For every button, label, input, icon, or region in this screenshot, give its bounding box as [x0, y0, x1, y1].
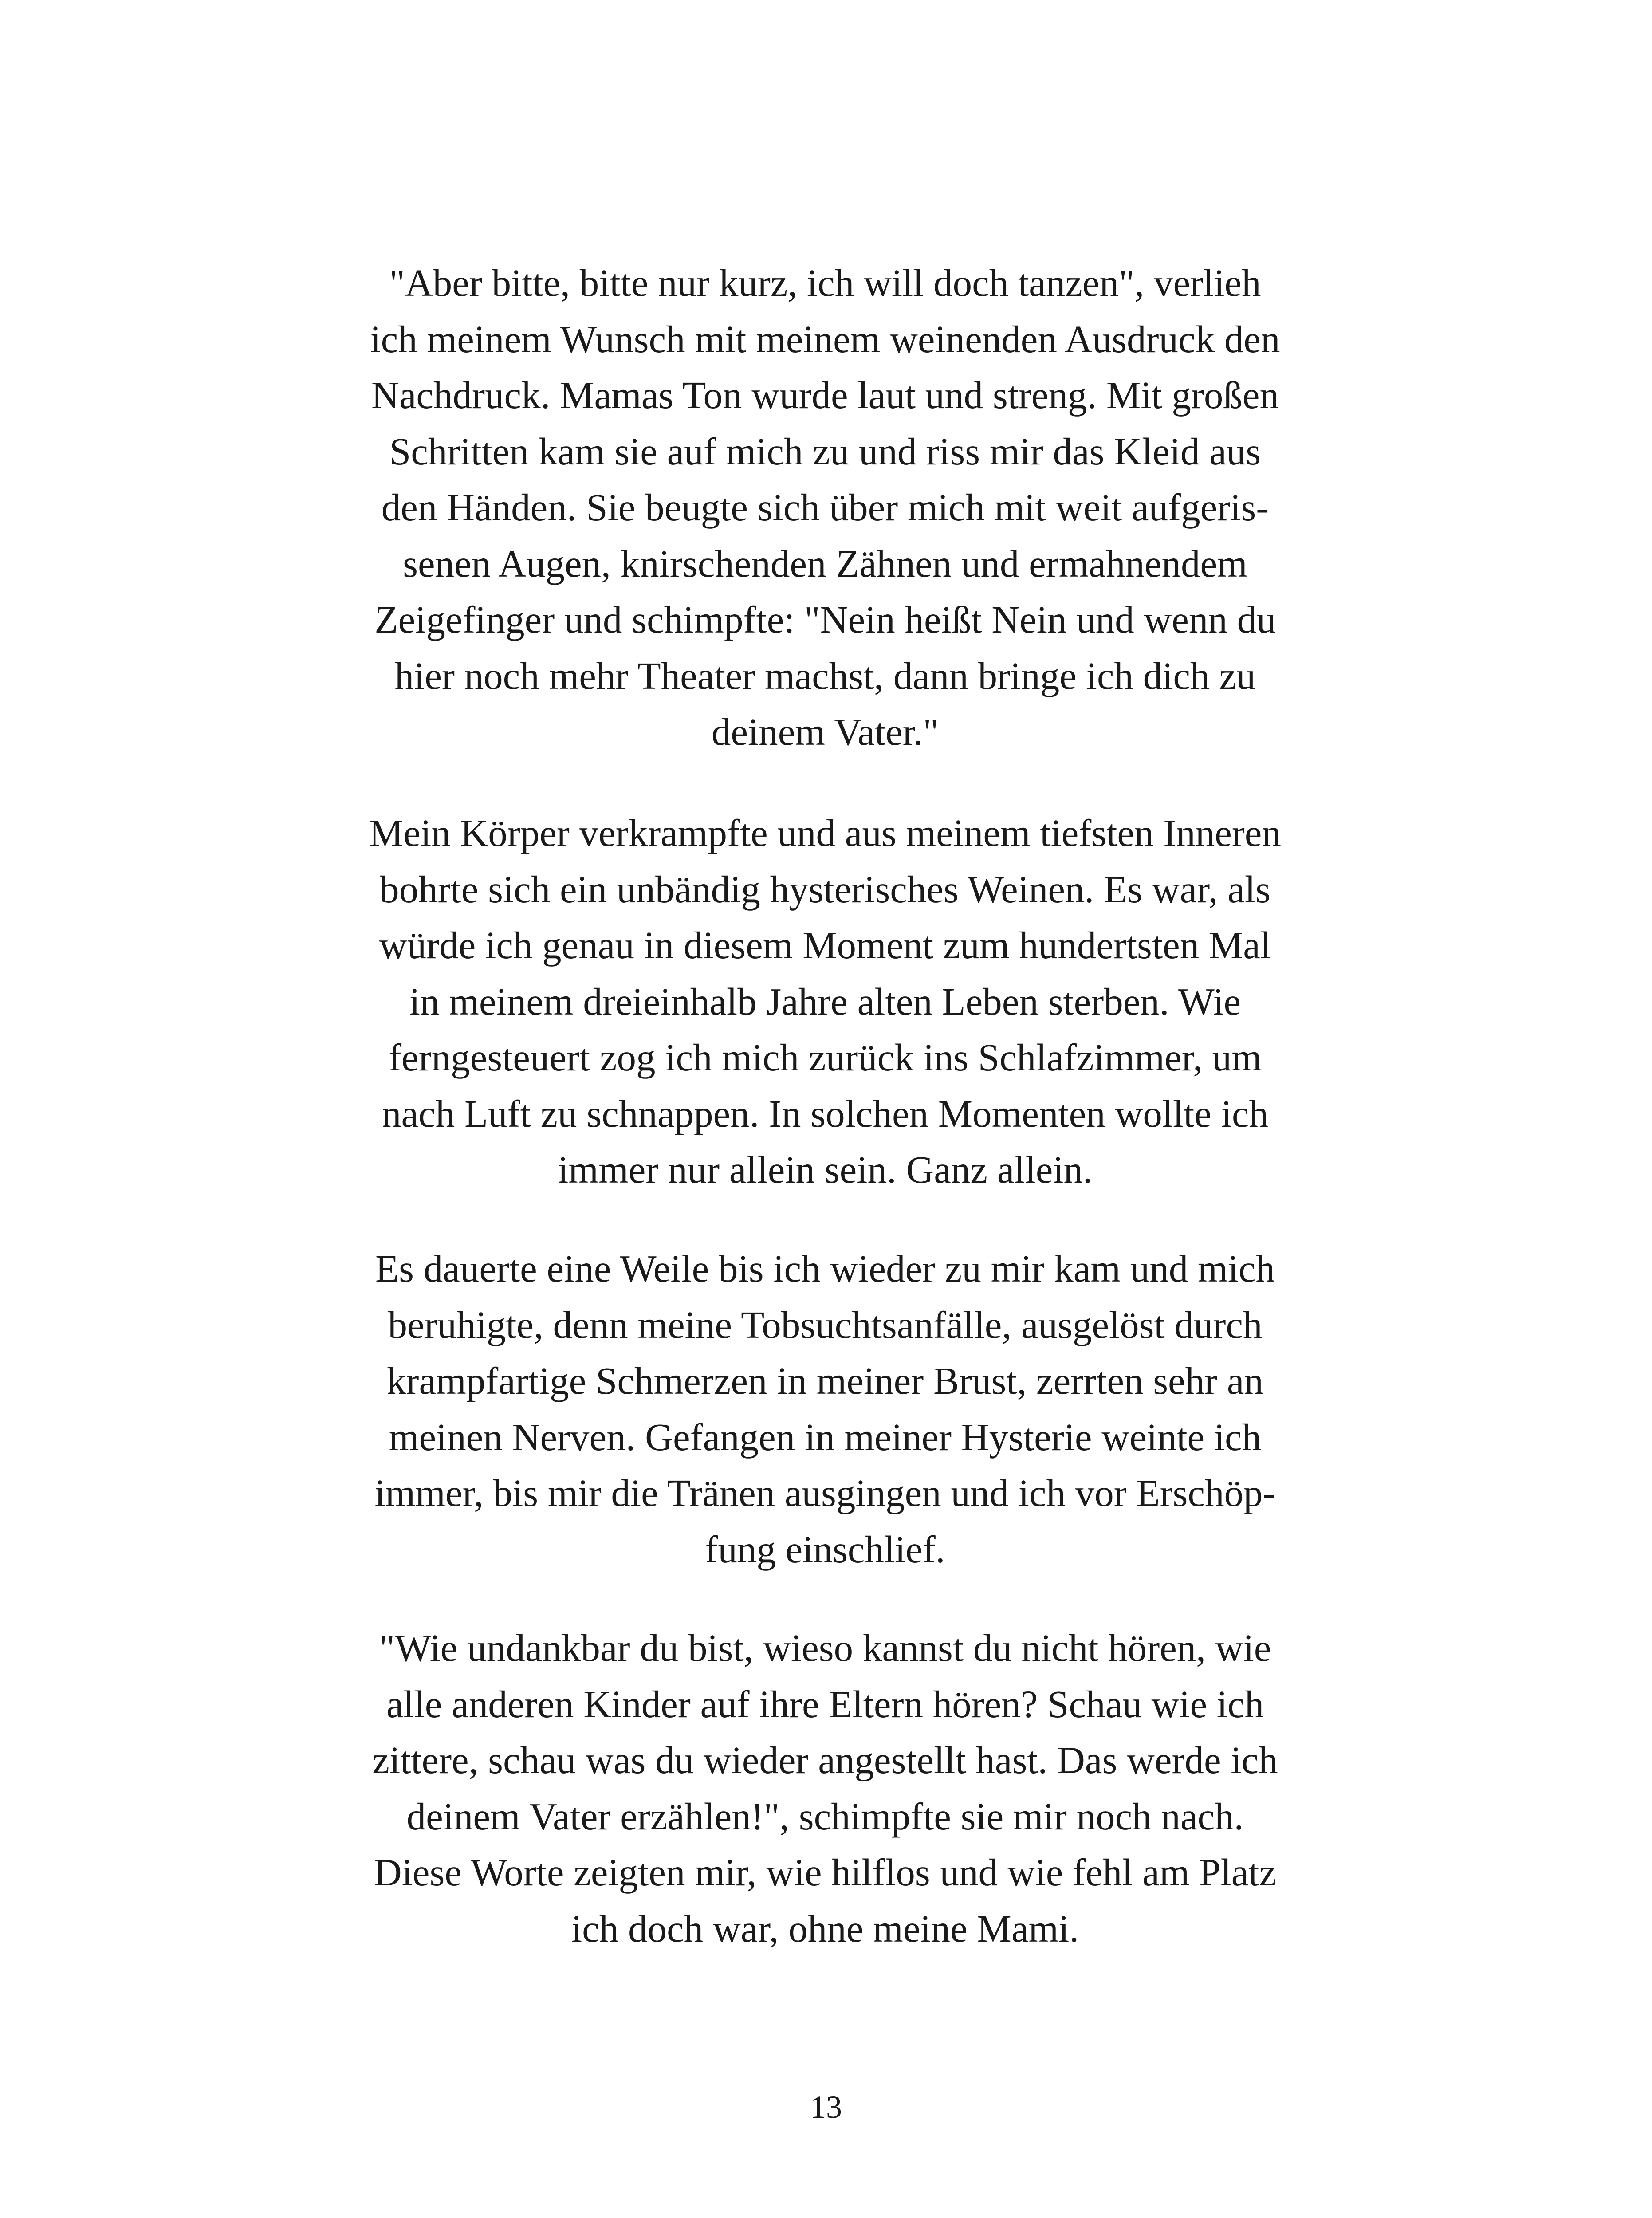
paragraph-line: "Aber bitte, bitte nur kurz, ich will doch tanzen", verlieh: [389, 261, 1261, 304]
paragraph-line: würde ich genau in diesem Moment zum hundertsten Mal: [379, 924, 1271, 967]
paragraph-line: den Händen. Sie beugte sich über mich mit weit aufgeris-: [381, 486, 1269, 529]
paragraph-line: Zeigefinger und schimpfte: "Nein heißt Nein und wenn du: [374, 598, 1276, 641]
paragraph-3: [344, 1241, 1306, 1577]
paragraph-line: deinem Vater erzählen!", schimpfte sie mir noch nach.: [406, 1794, 1244, 1838]
paragraph-line: senen Augen, knirschenden Zähnen und ermahnendem: [403, 542, 1247, 585]
paragraph-line: nach Luft zu schnappen. In solchen Momenten wollte ich: [382, 1092, 1268, 1135]
paragraph-line: "Wie undankbar du bist, wieso kannst du nicht hören, wie: [379, 1626, 1271, 1669]
paragraph-line: krampfartige Schmerzen in meiner Brust, zerrten sehr an: [386, 1359, 1264, 1402]
paragraph-line: Nachdruck. Mamas Ton wurde laut und streng. Mit großen: [371, 374, 1279, 417]
paragraph-1: [344, 255, 1306, 760]
paragraph-line: in meinem dreieinhalb Jahre alten Leben sterben. Wie: [409, 979, 1241, 1023]
paragraph-line: fung einschlief.: [705, 1527, 945, 1571]
paragraph-line: ich doch war, ohne meine Mami.: [571, 1907, 1079, 1950]
paragraph-line: Diese Worte zeigten mir, wie hilflos und wie fehl am Platz: [374, 1851, 1277, 1894]
page-number: 13: [810, 2089, 842, 2125]
paragraph-line: bohrte sich ein unbändig hysterisches Weinen. Es war, als: [380, 867, 1270, 911]
paragraph-line: zittere, schau was du wieder angestellt hast. Das werde ich: [372, 1738, 1278, 1781]
paragraph-2: [344, 805, 1306, 1198]
paragraph-line: immer, bis mir die Tränen ausgingen und ich vor Erschöp-: [374, 1471, 1276, 1514]
paragraph-line: immer nur allein sein. Ganz allein.: [558, 1148, 1093, 1191]
paragraph-line: meinen Nerven. Gefangen in meiner Hysterie weinte ich: [389, 1415, 1262, 1459]
paragraph-line: alle anderen Kinder auf ihre Eltern hören? Schau wie ich: [386, 1682, 1264, 1726]
paragraph-line: deinem Vater.": [711, 710, 939, 753]
paragraph-line: Mein Körper verkrampfte und aus meinem tiefsten Inneren: [369, 811, 1281, 854]
paragraph-line: hier noch mehr Theater machst, dann bringe ich dich zu: [394, 654, 1256, 697]
paragraph-line: Es dauerte eine Weile bis ich wieder zu mir kam und mich: [375, 1247, 1275, 1290]
paragraph-line: beruhigte, denn meine Tobsuchtsanfälle, ausgelöst durch: [388, 1303, 1263, 1346]
paragraph-4: [344, 1620, 1306, 1957]
paragraph-line: ferngesteuert zog ich mich zurück ins Schlafzimmer, um: [389, 1036, 1262, 1079]
paragraph-line: ich meinem Wunsch mit meinem weinenden Ausdruck den: [370, 317, 1280, 361]
paragraph-line: Schritten kam sie auf mich zu und riss mir das Kleid aus: [389, 429, 1261, 473]
